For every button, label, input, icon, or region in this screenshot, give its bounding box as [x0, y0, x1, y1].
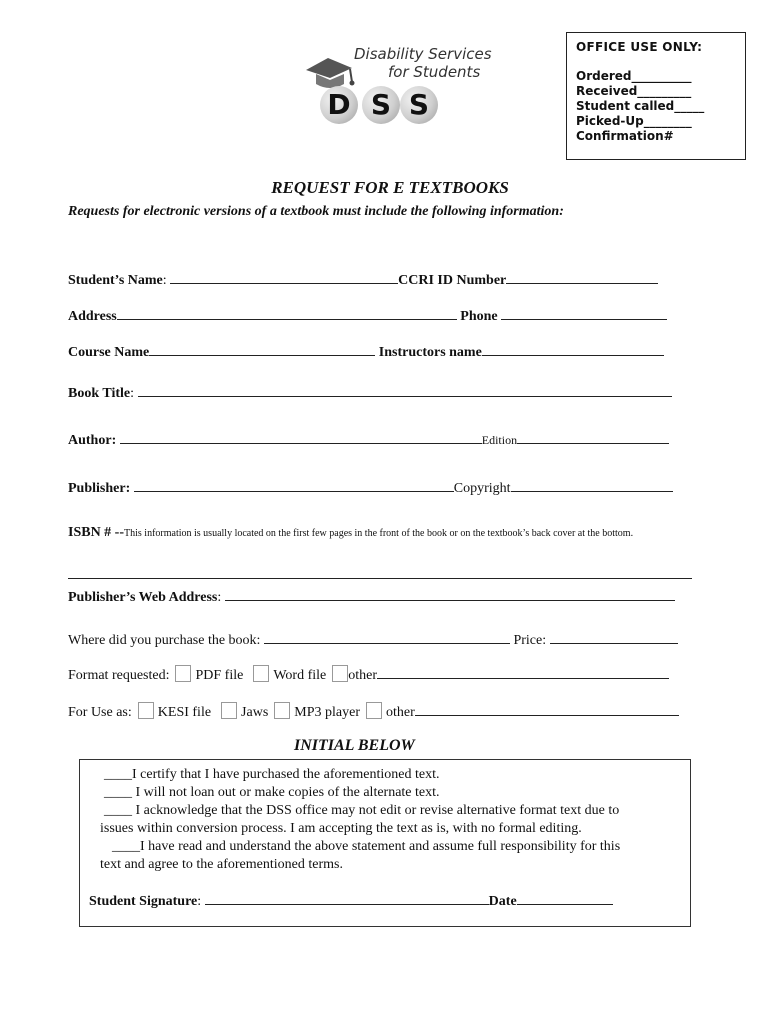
course-name-label: Course Name: [68, 345, 150, 360]
address-field[interactable]: [117, 306, 457, 320]
student-name-field[interactable]: [170, 270, 398, 284]
office-use-header: OFFICE USE ONLY:: [576, 40, 703, 54]
row-publisher-web: Publisher’s Web Address:: [68, 587, 675, 606]
mp3-checkbox[interactable]: [274, 702, 290, 719]
cert-line-3: ____ I acknowledge that the DSS office may not edit or revise alternative format text due to: [104, 803, 620, 818]
signature-label: Student Signature: [89, 894, 198, 909]
author-label: Author: [68, 433, 112, 448]
logo-letter-s2: S: [400, 86, 438, 124]
price-label: Price:: [513, 633, 547, 648]
for-use-as-label: For Use as:: [68, 705, 132, 720]
student-name-label: Student’s Name: [68, 273, 163, 288]
row-use-as: [68, 702, 679, 721]
logo-line-2: for Students: [388, 63, 481, 81]
date-field[interactable]: [517, 891, 613, 905]
logo-line-1: Disability Services: [354, 45, 492, 63]
isbn-field[interactable]: [68, 566, 692, 579]
cert-line-1: ____I certify that I have purchased the aforementioned text.: [104, 767, 440, 782]
word-label: Word file: [273, 668, 327, 683]
row-isbn: [68, 525, 633, 541]
word-checkbox[interactable]: [253, 665, 269, 682]
cert-line-4: issues within conversion process. I am accepting the text as is, with no formal editing.: [100, 821, 582, 836]
row-book-title: Book Title:: [68, 383, 672, 402]
format-requested-label: Format requested:: [68, 668, 170, 683]
phone-label: Phone: [460, 309, 498, 324]
isbn-label: ISBN # --: [68, 525, 125, 540]
author-field[interactable]: [120, 430, 482, 444]
office-use-box: [566, 32, 746, 160]
publisher-web-field[interactable]: [225, 587, 675, 601]
isbn-note: This information is usually located on the first few pages in the front of the book or on the textbook’s back cover at the bottom.: [124, 528, 634, 539]
cert-line-6: text and agree to the aforementioned terms.: [100, 857, 343, 872]
kesi-checkbox[interactable]: [138, 702, 154, 719]
row-purchase: [68, 630, 678, 649]
row-address: [68, 306, 667, 325]
price-field[interactable]: [550, 630, 678, 644]
copyright-label: Copyright: [453, 481, 511, 496]
format-other-label: other: [348, 668, 378, 683]
jaws-label: Jaws: [241, 705, 269, 720]
format-other-checkbox[interactable]: [332, 665, 348, 682]
use-other-field[interactable]: [415, 702, 679, 716]
logo-letter-d: D: [320, 86, 358, 124]
publisher-field[interactable]: [134, 478, 454, 492]
phone-field[interactable]: [501, 306, 667, 320]
jaws-checkbox[interactable]: [221, 702, 237, 719]
purchase-where-field[interactable]: [264, 630, 510, 644]
address-label: Address: [68, 309, 117, 324]
book-title-field[interactable]: [138, 383, 672, 397]
dss-logo: [300, 44, 492, 136]
row-author: Author: Edition: [68, 430, 669, 449]
book-title-label: Book Title: [68, 386, 131, 401]
graduation-cap-icon: [302, 48, 358, 92]
pdf-label: PDF file: [195, 668, 244, 683]
cert-line-2: ____ I will not loan out or make copies of the alternate text.: [104, 785, 440, 800]
mp3-label: MP3 player: [294, 705, 360, 720]
pdf-checkbox[interactable]: [175, 665, 191, 682]
form-title: REQUEST FOR E TEXTBOOKS: [271, 178, 509, 197]
course-name-field[interactable]: [149, 342, 375, 356]
use-other-checkbox[interactable]: [366, 702, 382, 719]
instructors-name-label: Instructors name: [378, 345, 482, 360]
publisher-web-label: Publisher’s Web Address: [68, 590, 218, 605]
edition-label: Edition: [481, 433, 518, 447]
form-subtitle: Requests for electronic versions of a textbook must include the following information:: [68, 204, 564, 219]
signature-row: Student Signature: Date: [89, 891, 613, 910]
kesi-label: KESI file: [157, 705, 212, 720]
purchase-where-label: Where did you purchase the book:: [68, 633, 261, 648]
office-student-called: Student called_____: [576, 99, 705, 113]
ccri-id-field[interactable]: [506, 270, 658, 284]
row-course: [68, 342, 664, 361]
row-student-name: Student’s Name: CCRI ID Number: [68, 270, 658, 289]
publisher-label: Publisher: [68, 481, 126, 496]
format-other-field[interactable]: [377, 665, 669, 679]
initial-below-heading: INITIAL BELOW: [294, 737, 415, 754]
cert-line-5: ____I have read and understand the above statement and assume full responsibility for this: [112, 839, 621, 854]
instructors-name-field[interactable]: [482, 342, 664, 356]
copyright-field[interactable]: [511, 478, 673, 492]
row-format: [68, 665, 669, 684]
office-picked-up: Picked-Up________: [576, 114, 692, 128]
ccri-id-label: CCRI ID Number: [398, 273, 507, 288]
use-other-label: other: [386, 705, 415, 720]
date-label: Date: [488, 894, 517, 909]
office-ordered: Ordered__________: [576, 69, 692, 83]
row-publisher: Publisher: Copyright: [68, 478, 673, 497]
certification-box: [79, 759, 691, 927]
logo-letter-s1: S: [362, 86, 400, 124]
edition-field[interactable]: [517, 430, 669, 444]
signature-field[interactable]: [205, 891, 489, 905]
office-confirmation: Confirmation#: [576, 129, 674, 143]
office-received: Received_________: [576, 84, 692, 98]
